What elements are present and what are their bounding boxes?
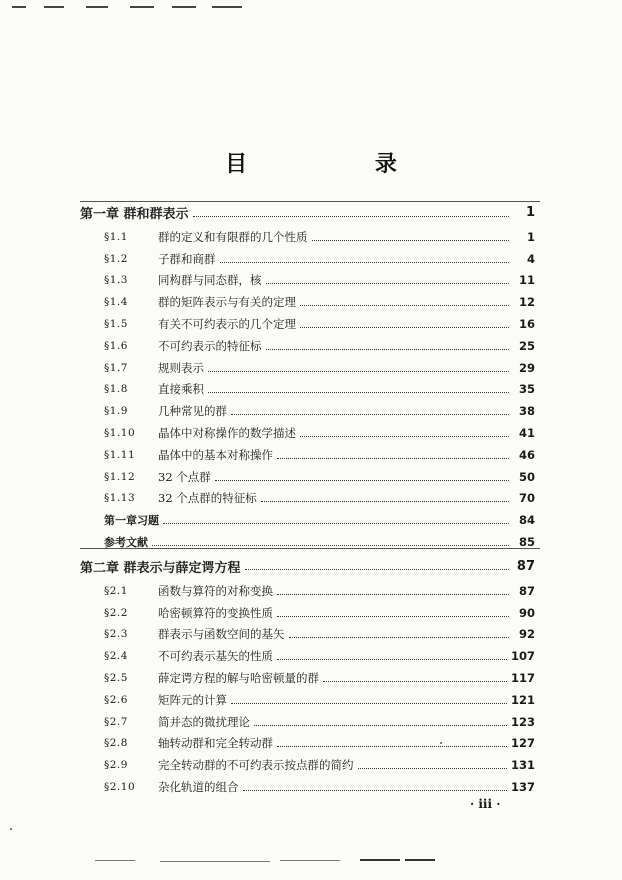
entry-title: 同构群与同态群，核 [158,273,262,288]
page-number-ref: 137 [510,780,535,795]
page-number-ref: 25 [518,338,535,353]
dot-leader [289,636,510,638]
bottom-scan-marks [0,858,622,868]
page-number-ref: 41 [518,426,535,441]
toc-section-row [80,400,535,422]
dot-leader [163,522,509,524]
toc-extra-row [80,509,535,531]
entry-title: 矩阵元的计算 [158,692,227,707]
toc-section-row [80,602,535,624]
entry-title: 规则表示 [158,360,204,375]
toc-section-row [80,580,535,602]
toc-section-row [80,291,535,313]
page-number-ref: 1 [526,229,535,244]
section-number: §2.1 [104,584,128,597]
entry-title: 不可约表示基矢的性质 [158,649,273,664]
page-number-ref: 87 [516,558,535,574]
section-number: §2.9 [104,759,128,772]
toc-section-row [80,776,535,798]
dot-leader [300,304,509,306]
page-number-ref: 117 [510,671,535,686]
section-number: §1.5 [104,318,128,331]
toc-section-row [80,488,535,510]
page-number-ref: 92 [518,627,535,642]
section-number: §2.8 [104,737,128,750]
toc-section-row [80,711,535,733]
page-number-ref: 50 [518,469,535,484]
dot-leader [266,282,510,284]
section-number: §1.2 [104,252,128,265]
page-number-ref: 121 [510,692,535,707]
entry-title: 32 个点群 [158,469,211,484]
section-number: §2.10 [104,781,136,794]
toc-section-row [80,357,535,379]
toc-section-row [80,248,535,270]
scan-speck [440,742,442,744]
dot-leader [208,391,509,393]
section-number: §1.8 [104,383,128,396]
page-number-ref: 12 [518,295,535,310]
section-number: §1.1 [104,230,128,243]
entry-title: 有关不可约表示的几个定理 [158,317,296,332]
dot-leader [215,479,509,481]
section-number: §2.3 [104,628,128,641]
page-number-ref: 85 [518,535,535,550]
dot-leader [231,413,509,415]
section-number: §1.6 [104,339,128,352]
entry-title: 不可约表示的特征标 [158,338,262,353]
dot-leader [300,435,509,437]
dot-leader [266,348,510,350]
page-number-ref: 84 [518,513,535,528]
page-number-ref: 90 [518,605,535,620]
toc-section-row [80,645,535,667]
page-number-ref: 38 [518,404,535,419]
page-number: · iii · [470,797,501,811]
dot-leader [277,745,507,747]
dot-leader [277,658,507,660]
entry-title: 群的定义和有限群的几个性质 [158,229,308,244]
toc-section-row [80,444,535,466]
toc-section-row [80,422,535,444]
toc-section-row [80,667,535,689]
page-number-ref: 46 [518,447,535,462]
dot-leader [300,326,509,328]
page-number-ref: 11 [518,273,535,288]
dot-leader [277,593,509,595]
toc-extra-row [80,531,535,553]
toc-section-row [80,624,535,646]
entry-title: 轴转动群和完全转动群 [158,736,273,751]
page-number-ref: 131 [510,758,535,773]
section-number: §2.7 [104,715,128,728]
toc-section-row [80,689,535,711]
section-number: §1.12 [104,470,136,483]
page-number-ref: 35 [518,382,535,397]
dot-leader [220,261,510,263]
page-number-ref: 127 [510,736,535,751]
toc-section-row [80,733,535,755]
page-number-ref: 87 [518,583,535,598]
page-number-ref: 1 [525,205,535,220]
entry-title: 晶体中的基本对称操作 [158,447,273,462]
toc-section-row [80,313,535,335]
toc-section-row [80,226,535,248]
toc-chapter-row [80,553,535,580]
section-number: §1.3 [104,274,128,287]
section-number: §1.4 [104,296,128,309]
page-number-ref: 70 [518,491,535,506]
dot-leader [208,370,509,372]
scan-speck [10,828,12,830]
dot-leader [152,544,509,546]
page-number-ref: 29 [518,360,535,375]
entry-title: 函数与算符的对称变换 [158,583,273,598]
dot-leader [193,215,509,217]
entry-title: 第一章 群和群表示 [80,207,189,222]
dot-leader [231,702,507,704]
page-number-ref: 16 [518,317,535,332]
entry-title: 完全转动群的不可约表示按点群的简约 [158,758,354,773]
toc-section-row [80,754,535,776]
entry-title: 简并态的微扰理论 [158,714,250,729]
page-number-ref: 123 [510,714,535,729]
entry-title: 第二章 群表示与薛定谔方程 [80,560,241,576]
entry-title: 晶体中对称操作的数学描述 [158,426,296,441]
toc-section-row [80,335,535,357]
dot-leader [358,767,507,769]
dot-leader [245,568,509,570]
entry-title: 参考文献 [104,536,148,550]
entry-title: 几种常见的群 [158,404,227,419]
section-number: §2.6 [104,693,128,706]
toc-chapter-row [80,199,535,226]
entry-title: 32 个点群的特征标 [158,491,257,506]
page-number-ref: 4 [526,251,535,266]
entry-title: 杂化轨道的组合 [158,780,239,795]
section-number: §1.9 [104,405,128,418]
table-of-contents [80,199,535,798]
page-title: 目 录 [225,152,457,177]
dot-leader [254,724,507,726]
section-number: §1.13 [104,492,136,505]
section-number: §2.5 [104,672,128,685]
top-scan-marks [0,0,622,20]
dot-leader [323,680,507,682]
dot-leader [277,615,509,617]
dot-leader [243,789,507,791]
page-number-ref: 107 [510,649,535,664]
toc-section-row [80,379,535,401]
toc-section-row [80,270,535,292]
entry-title: 第一章习题 [104,514,159,528]
dot-leader [261,500,509,502]
section-number: §1.7 [104,361,128,374]
section-number: §1.10 [104,427,136,440]
entry-title: 哈密顿算符的变换性质 [158,605,273,620]
entry-title: 群的矩阵表示与有关的定理 [158,295,296,310]
dot-leader [312,239,510,241]
toc-section-row [80,466,535,488]
entry-title: 群表示与函数空间的基矢 [158,627,285,642]
entry-title: 薛定谔方程的解与哈密顿量的群 [158,671,319,686]
section-number: §1.11 [104,448,136,461]
entry-title: 子群和商群 [158,251,216,266]
dot-leader [277,457,509,459]
section-number: §2.2 [104,606,128,619]
section-number: §2.4 [104,650,128,663]
entry-title: 直接乘积 [158,382,204,397]
